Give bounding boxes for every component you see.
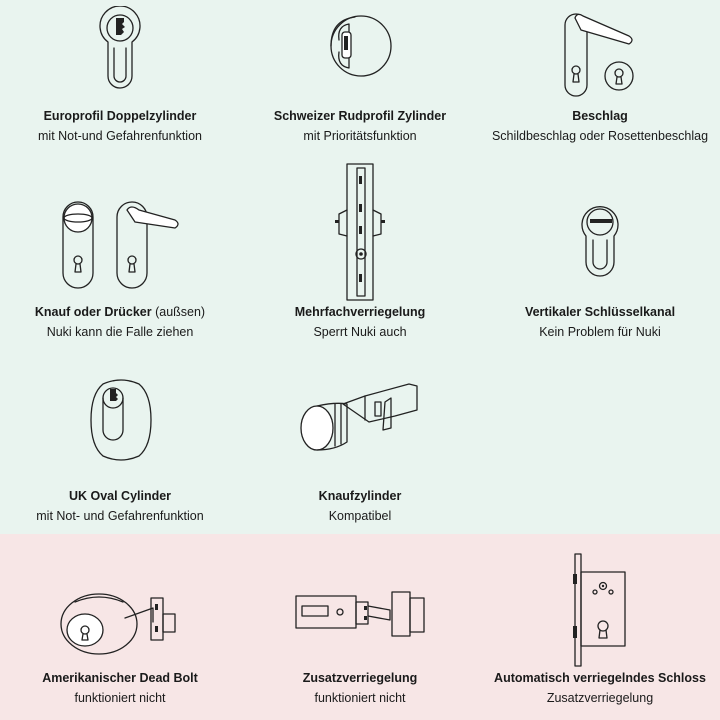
multipoint-lock-icon: [325, 162, 395, 302]
lock-title-note: (außsen): [155, 305, 206, 319]
lock-subtitle: mit Prioritätsfunktion: [303, 129, 417, 143]
lock-type-card: [0, 0, 240, 175]
rim-lock-icon: [290, 588, 430, 644]
lock-subtitle: mit Not- und Gefahrenfunktion: [36, 509, 204, 523]
lock-subtitle: Nuki kann die Falle ziehen: [46, 325, 194, 339]
lock-subtitle: Kompatibel: [328, 509, 392, 523]
swiss-round-cylinder-icon: [325, 10, 395, 82]
lock-title: Beschlag: [572, 109, 628, 123]
knob-handle-icon: [55, 194, 185, 294]
lock-subtitle: Sperrt Nuki auch: [313, 325, 407, 339]
lock-type-card: [480, 534, 720, 720]
lock-type-card: [480, 0, 720, 175]
lock-title: Vertikaler Schlüsselkanal: [524, 305, 676, 319]
lock-subtitle: Zusatzverriegelung: [546, 691, 654, 705]
lock-type-card: [0, 352, 240, 532]
thumbturn-cylinder-icon: [295, 376, 425, 456]
lock-type-card: [240, 352, 480, 532]
lock-title: Europrofil Doppelzylinder: [43, 109, 197, 123]
lock-subtitle: mit Not-und Gefahrenfunktion: [38, 129, 202, 143]
door-fitting-icon: [555, 6, 645, 102]
lock-type-card: [0, 176, 240, 351]
lock-title: Zusatzverriegelung: [302, 671, 418, 685]
auto-locking-mortise-icon: [565, 552, 635, 668]
lock-subtitle: funktioniert nicht: [74, 691, 166, 705]
lock-type-card: [240, 176, 480, 351]
lock-title: UK Oval Cylinder: [68, 489, 172, 503]
incompatible-section: [0, 534, 720, 720]
lock-subtitle: Kein Problem für Nuki: [539, 325, 661, 339]
lock-type-card: [240, 0, 480, 175]
lock-title: Amerikanischer Dead Bolt: [42, 671, 198, 685]
lock-title: Schweizer Rudprofil Zylinder: [273, 109, 447, 123]
lock-type-card: [0, 534, 240, 720]
american-deadbolt-icon: [55, 578, 185, 658]
lock-subtitle: Schildbeschlag oder Rosettenbeschlag: [491, 129, 709, 143]
lock-type-card: [480, 176, 720, 351]
lock-title: Automatisch verriegelndes Schloss: [494, 671, 706, 685]
lock-title: Knauf oder Drücker: [34, 305, 152, 319]
vertical-keyway-icon: [572, 200, 628, 290]
lock-title: Knaufzylinder: [318, 489, 402, 503]
euro-profile-double-cylinder-icon: [90, 6, 150, 92]
lock-type-card: [240, 534, 480, 720]
lock-subtitle: funktioniert nicht: [314, 691, 406, 705]
uk-oval-cylinder-icon: [85, 374, 155, 466]
lock-title: Mehrfachverriegelung: [294, 305, 426, 319]
